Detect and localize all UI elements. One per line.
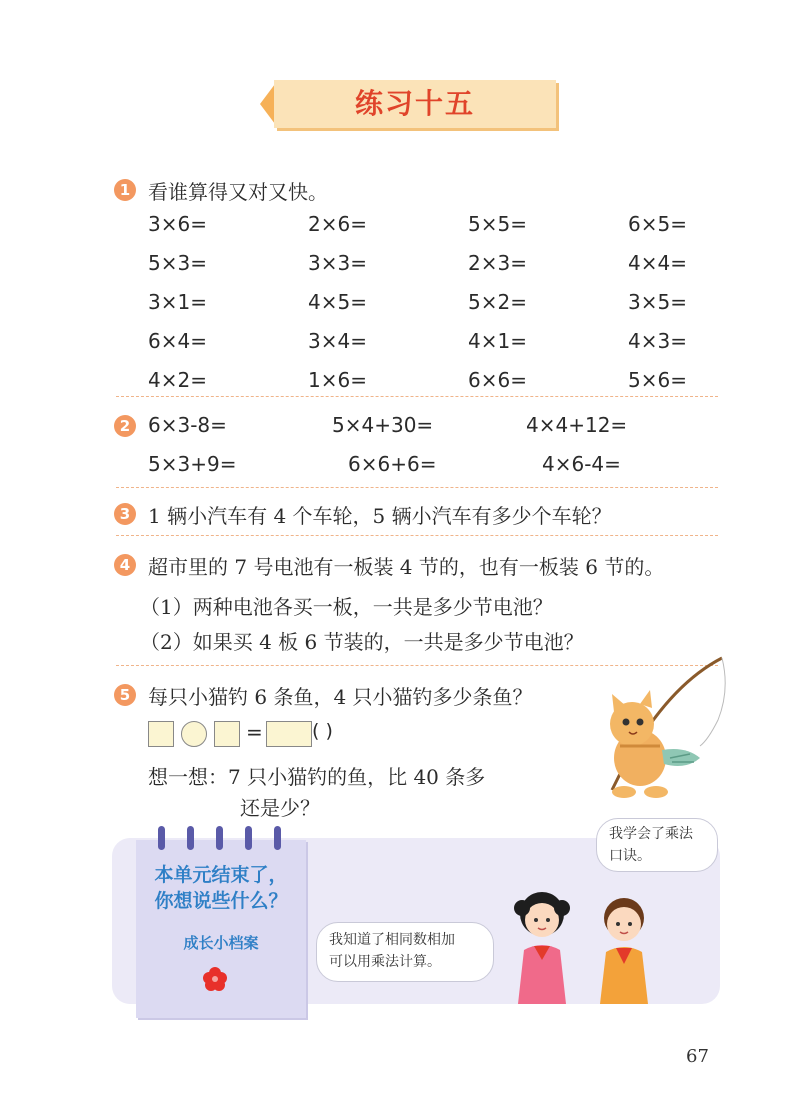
equation: 5×3= — [148, 251, 207, 275]
speech-bubble-boy — [596, 818, 718, 872]
notepad-ring — [158, 826, 165, 850]
notepad-line-2: 你想说些什么？ — [154, 890, 288, 912]
bubble-boy-line-1: 我学会了乘法 — [609, 826, 693, 842]
flower-icon — [202, 966, 228, 992]
equation: 1×6= — [308, 368, 367, 392]
notepad-ring — [187, 826, 194, 850]
equation: 4×6-4= — [542, 452, 621, 476]
notepad-line-1: 本单元结束了， — [154, 864, 288, 886]
answer-box[interactable] — [214, 721, 240, 747]
equation: 4×4+12= — [526, 413, 628, 437]
bubble-girl-line-1: 我知道了相同数相加 — [329, 932, 455, 948]
speech-bubble-girl — [316, 922, 494, 982]
bubble-boy-line-2: 口诀。 — [609, 848, 651, 864]
problem-3-badge: 3 — [114, 503, 136, 525]
equation: 6×6= — [468, 368, 527, 392]
equation: 4×1= — [468, 329, 527, 353]
equation: 5×3+9= — [148, 452, 237, 476]
children-illustration — [500, 880, 680, 1004]
notepad-ring — [245, 826, 252, 850]
equation: 4×5= — [308, 290, 367, 314]
equation: 3×6= — [148, 212, 207, 236]
operator-circle[interactable] — [181, 721, 207, 747]
problem-3-text: 1 辆小汽车有 4 个车轮，5 辆小汽车有多少个车轮？ — [148, 504, 612, 528]
page-title: 练习十五 — [354, 87, 475, 120]
equation: 3×5= — [628, 290, 687, 314]
problem-4-subquestion-1: （1）两种电池各买一板，一共是多少节电池？ — [140, 595, 553, 619]
section-divider — [116, 535, 718, 536]
think-text-line-1: 想一想：7 只小猫钓的鱼，比 40 条多 — [148, 765, 486, 789]
equation: 3×1= — [148, 290, 207, 314]
notepad-ring — [274, 826, 281, 850]
equation: 6×5= — [628, 212, 687, 236]
equation: 5×5= — [468, 212, 527, 236]
equation-row — [148, 329, 708, 368]
problem-5-badge: 5 — [114, 684, 136, 706]
equation-row — [148, 212, 708, 251]
problem-5-text: 每只小猫钓 6 条鱼，4 只小猫钓多少条鱼？ — [148, 685, 533, 709]
equation: 3×4= — [308, 329, 367, 353]
section-divider — [116, 487, 718, 488]
equals-sign: = — [246, 720, 263, 744]
problem-1-badge: 1 — [114, 179, 136, 201]
notepad-subtitle: 成长小档案 — [183, 934, 259, 952]
notepad-ring — [216, 826, 223, 850]
bubble-girl-line-2: 可以用乘法计算。 — [329, 954, 441, 970]
equation: 6×3-8= — [148, 413, 227, 437]
equation-row — [148, 290, 708, 329]
equation: 3×3= — [308, 251, 367, 275]
problem-4-text: 超市里的 7 号电池有一板装 4 节的，也有一板装 6 节的。 — [148, 555, 665, 579]
unit-parentheses: ( ) — [312, 720, 333, 742]
equation: 5×6= — [628, 368, 687, 392]
equation: 6×6+6= — [348, 452, 437, 476]
equation-row — [148, 251, 708, 290]
equation: 4×2= — [148, 368, 207, 392]
problem-4-subquestion-2: （2）如果买 4 板 6 节装的，一共是多少节电池？ — [140, 630, 584, 654]
equation: 4×4= — [628, 251, 687, 275]
equation: 2×6= — [308, 212, 367, 236]
page-number: 67 — [686, 1046, 709, 1067]
section-divider — [116, 396, 718, 397]
problem-1-prompt: 看谁算得又对又快。 — [148, 180, 328, 204]
problem-4-badge: 4 — [114, 554, 136, 576]
equation: 4×3= — [628, 329, 687, 353]
equation-row — [148, 368, 708, 407]
equation: 2×3= — [468, 251, 527, 275]
equation: 6×4= — [148, 329, 207, 353]
equation: 5×2= — [468, 290, 527, 314]
think-text-line-2: 还是少？ — [240, 796, 320, 820]
cat-fishing-illustration — [590, 650, 730, 810]
problem-1-equation-grid — [148, 212, 708, 407]
result-box[interactable] — [266, 721, 312, 747]
problem-2-badge: 2 — [114, 415, 136, 437]
answer-box[interactable] — [148, 721, 174, 747]
equation: 5×4+30= — [332, 413, 434, 437]
